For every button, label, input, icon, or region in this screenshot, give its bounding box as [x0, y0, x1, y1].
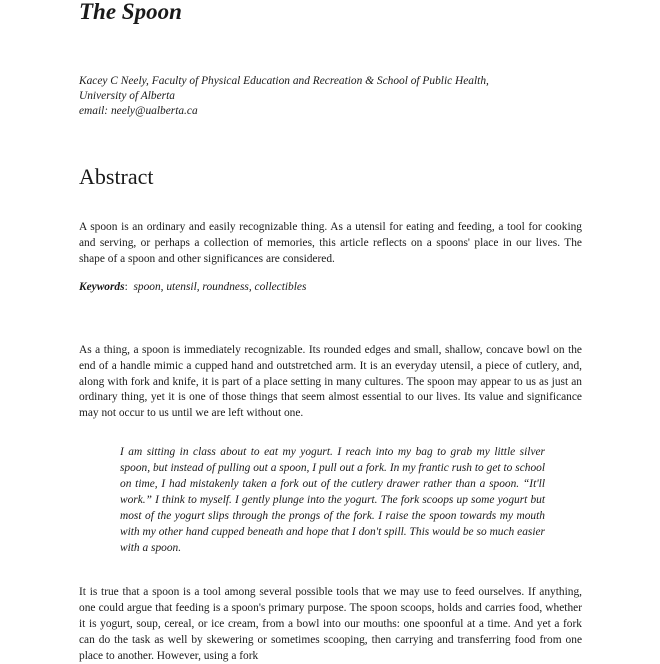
author-university: University of Alberta — [79, 90, 175, 102]
author-email: email: neely@ualberta.ca — [79, 105, 198, 117]
keywords-label: Keywords — [79, 281, 125, 293]
body-paragraph-1: As a thing, a spoon is immediately recognizable. Its rounded edges and small, shallow, concave bowl on the end of a handle mimic a cupped hand and outstretched arm. It is an everyday utensil, a piece of cutlery, and, along with fork and knife, it is part of a place setting in many cultures. The spoon may appear to us as just an ordinary thing, yet it is one of those things that seem almost essential to our lives. Its value and significance may not occur to us until we are left without one. — [79, 344, 582, 420]
block-quote: I am sitting in class about to eat my yogurt. I reach into my bag to grab my little silver spoon, but instead of pulling out a spoon, I pull out a fork. In my frantic rush to get to school on time, I had mistakenly taken a fork out of the cutlery drawer rather than a spoon. “It'll work.” I think to myself. I gently plunge into the yogurt. The fork scoops up some yogurt but most of the yogurt slips through the prongs of the fork. I raise the spoon towards my mouth with my other hand cupped beneath and hope that I don't spill. This would be so much easier with a spoon. — [120, 446, 545, 554]
abstract-text: A spoon is an ordinary and easily recognizable thing. As a utensil for eating and feeding, a tool for cooking and serving, or perhaps a collection of memories, this article reflects on a spoons' place in our lives. The shape of a spoon and other significances are considered. — [79, 221, 582, 265]
author-block — [79, 74, 489, 119]
author-affiliation: Kacey C Neely, Faculty of Physical Education and Recreation & School of Public Health, — [79, 75, 489, 87]
keywords-line — [79, 279, 306, 295]
keywords-list: spoon, utensil, roundness, collectibles — [133, 281, 307, 293]
abstract-heading: Abstract — [79, 164, 154, 189]
paper-title: The Spoon — [79, 0, 182, 24]
keywords-separator: : — [124, 281, 134, 293]
body-paragraph-2: It is true that a spoon is a tool among several possible tools that we may use to feed ourselves. If anything, one could argue that feeding is a spoon's primary purpose. The spoon scoops, holds and carries food, whether it is yogurt, soup, cereal, or ice cream, from a bowl into our mouths: one spoonful at a time. And yet a fork can do the task as well by skewering or sometimes scooping, then carrying and transferring food from one place to another. However, using a fork — [79, 586, 582, 662]
